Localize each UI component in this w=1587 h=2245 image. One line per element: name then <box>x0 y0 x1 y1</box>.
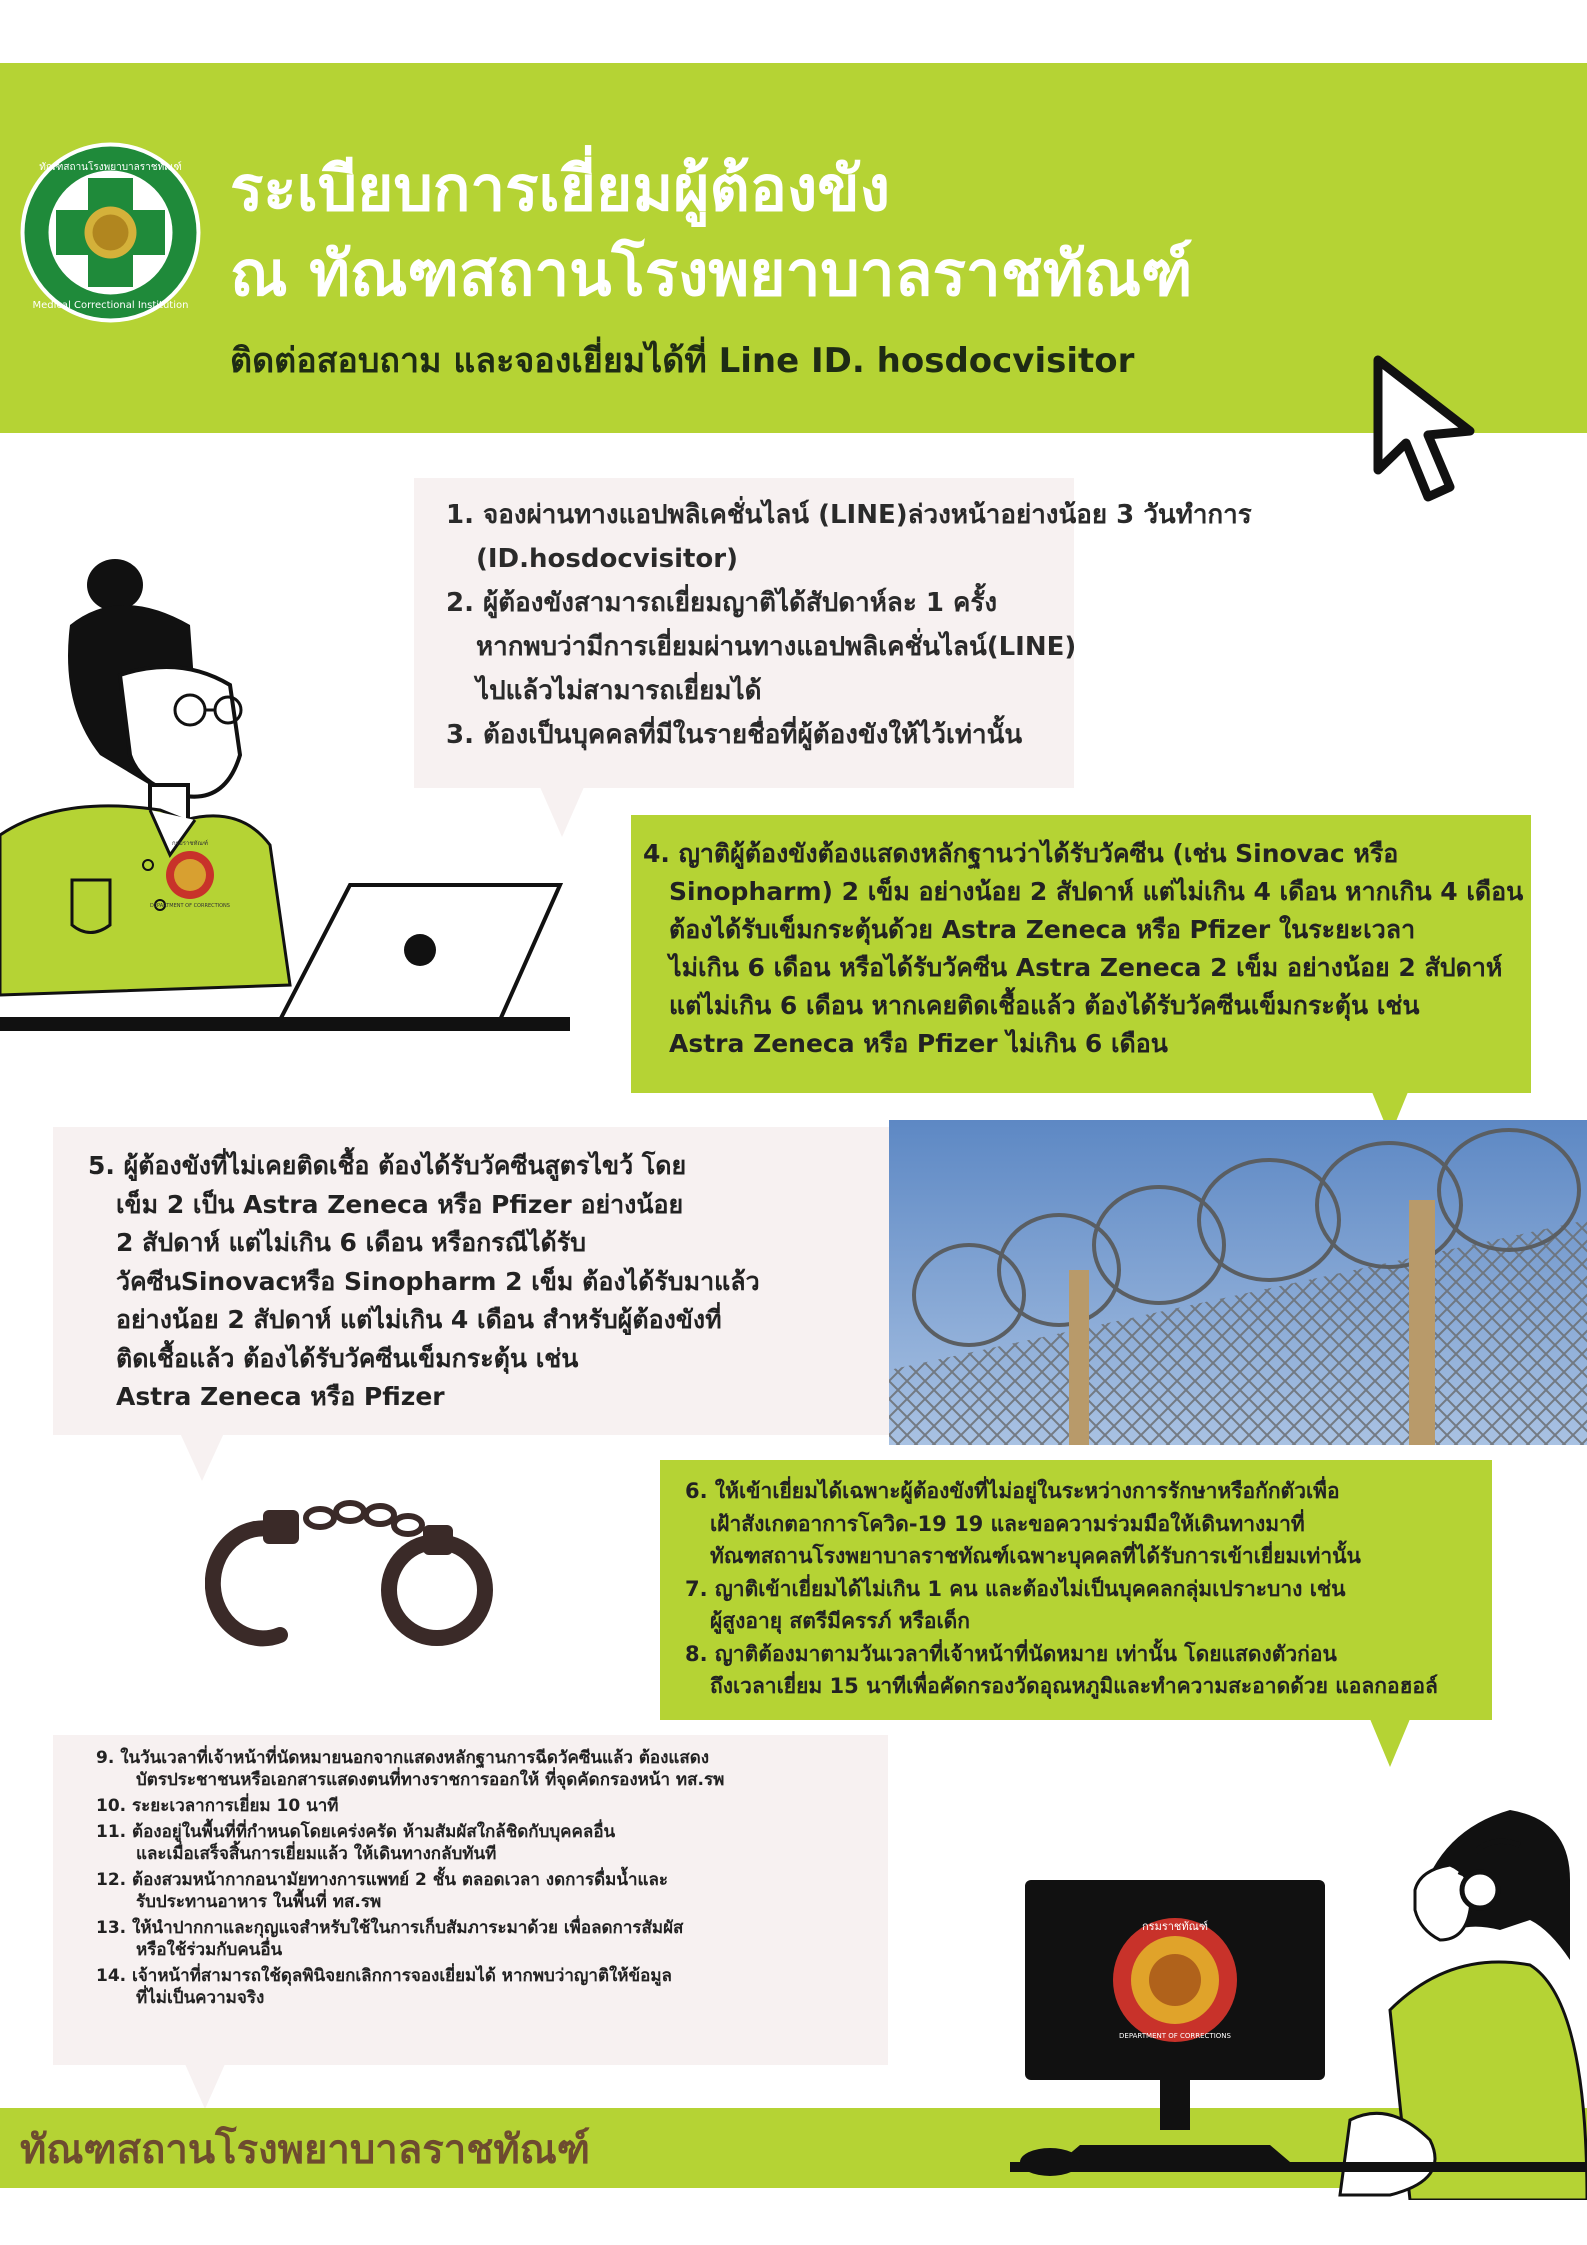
operator-with-headset-illustration <box>1010 1800 1587 2200</box>
rules-box-5 <box>53 1735 888 2065</box>
footer-institution-name: ทัณฑสถานโรงพยาบาลราชทัณฑ์ <box>20 2127 591 2173</box>
rule-3: 3. ต้องเป็นบุคคลที่มีในรายชื่อที่ผู้ต้องขังให้ไว้เท่านั้น <box>446 720 1023 750</box>
institution-logo-icon <box>18 140 203 325</box>
rule-6-line3: ทัณฑสถานโรงพยาบาลราชทัณฑ์เฉพาะบุคคลที่ได้รับการเข้าเยี่ยมเท่านั้น <box>710 1544 1361 1568</box>
rule-12-line1: 12. ต้องสวมหน้ากากอนามัยทางการแพทย์ 2 ชั้น ตลอดเวลา งดการดื่มน้ำและ <box>96 1870 669 1890</box>
rule-4-line4: ไม่เกิน 6 เดือน หรือได้รับวัคซีน Astra Zeneca 2 เข็ม อย่างน้อย 2 สัปดาห์ <box>669 953 1503 982</box>
rule-8-line1: 8. ญาติต้องมาตามวันเวลาที่เจ้าหน้าที่นัดหมาย เท่านั้น โดยแสดงตัวก่อน <box>685 1641 1337 1666</box>
rule-6-line1: 6. ให้เข้าเยี่ยมได้เฉพาะผู้ต้องขังที่ไม่อยู่ในระหว่างการรักษาหรือกักตัวเพื่อ <box>685 1479 1340 1503</box>
rule-4-line6: Astra Zeneca หรือ Pfizer ไม่เกิน 6 เดือน <box>669 1029 1168 1058</box>
svg-text:Medical Correctional Instituti: Medical Correctional Institution <box>32 300 189 311</box>
speech-tail-5 <box>185 2064 225 2109</box>
rule-1-line2: (ID.hosdocvisitor) <box>476 544 738 574</box>
rule-14-line1: 14. เจ้าหน้าที่สามารถใช้ดุลพินิจยกเลิกการจองเยี่ยมได้ หากพบว่าญาติให้ข้อมูล <box>96 1966 672 1986</box>
rule-13-line1: 13. ให้นำปากกาและกุญแจสำหรับใช้ในการเก็บสัมภาระมาด้วย เพื่อลดการสัมผัส <box>96 1918 684 1938</box>
svg-text:กรมราชทัณฑ์: กรมราชทัณฑ์ <box>172 840 208 847</box>
rule-9-line2: บัตรประชาชนหรือเอกสารแสดงตนที่ทางราชการออกให้ ที่จุดคัดกรองหน้า ทส.รพ <box>136 1770 725 1790</box>
rules-box-1 <box>414 478 1252 788</box>
rule-5-line4: วัคซีนSinovacหรือ Sinopharm 2 เข็ม ต้องได้รับมาแล้ว <box>116 1266 760 1296</box>
rule-4-line2: Sinopharm) 2 เข็ม อย่างน้อย 2 สัปดาห์ แต่ไม่เกิน 4 เดือน หากเกิน 4 เดือน <box>669 877 1524 906</box>
rule-11-line1: 11. ต้องอยู่ในพื้นที่ที่กำหนดโดยเคร่งครัด ห้ามสัมผัสใกล้ชิดกับบุคคลอื่น <box>96 1822 616 1842</box>
rule-9-line1: 9. ในวันเวลาที่เจ้าหน้าที่นัดหมายนอกจากแสดงหลักฐานการฉีดวัคซีนแล้ว ต้องแสดง <box>96 1748 710 1768</box>
rule-5-line6: ติดเชื้อแล้ว ต้องได้รับวัคซีนเข็มกระตุ้น เช่น <box>116 1343 579 1373</box>
contact-subtitle: ติดต่อสอบถาม และจองเยี่ยมได้ที่ Line ID. hosdocvisitor <box>230 341 1135 381</box>
rules-box-4 <box>660 1460 1492 1720</box>
rule-7-line2: ผู้สูงอายุ สตรีมีครรภ์ หรือเด็ก <box>710 1609 970 1633</box>
rule-1-line1: 1. จองผ่านทางแอปพลิเคชั่นไลน์ (LINE)ล่วงหน้าอย่างน้อย 3 วันทำการ <box>446 500 1252 530</box>
rule-7-line1: 7. ญาติเข้าเยี่ยมได้ไม่เกิน 1 คน และต้องไม่เป็นบุคคลกลุ่มเปราะบาง เช่น <box>685 1576 1346 1601</box>
rule-10: 10. ระยะเวลาการเยี่ยม 10 นาที <box>96 1796 339 1816</box>
svg-text:DEPARTMENT OF CORRECTIONS: DEPARTMENT OF CORRECTIONS <box>150 903 230 909</box>
rule-12-line2: รับประทานอาหาร ในพื้นที่ ทส.รพ <box>136 1892 382 1912</box>
speech-tail-4 <box>1370 1719 1410 1767</box>
rule-14-line2: ที่ไม่เป็นความจริง <box>136 1988 265 2008</box>
rule-6-line2: เฝ้าสังเกตอาการโควิด-19 19 และขอความร่วมมือให้เดินทางมาที่ <box>710 1511 1305 1536</box>
svg-text:ทัณฑสถานโรงพยาบาลราชทัณฑ์: ทัณฑสถานโรงพยาบาลราชทัณฑ์ <box>39 162 182 173</box>
svg-text:กรมราชทัณฑ์: กรมราชทัณฑ์ <box>1142 1920 1208 1933</box>
rule-5-line7: Astra Zeneca หรือ Pfizer <box>116 1382 445 1411</box>
rule-5-line3: 2 สัปดาห์ แต่ไม่เกิน 6 เดือน หรือกรณีได้รับ <box>116 1228 587 1257</box>
mouse-pointer-icon <box>1370 355 1490 515</box>
rule-2-line3: ไปแล้วไม่สามารถเยี่ยมได้ <box>476 676 762 706</box>
svg-text:DEPARTMENT OF CORRECTIONS: DEPARTMENT OF CORRECTIONS <box>1119 2032 1231 2040</box>
rule-13-line2: หรือใช้ร่วมกับคนอื่น <box>136 1940 283 1960</box>
rule-4-line5: แต่ไม่เกิน 6 เดือน หากเคยติดเชื้อแล้ว ต้องได้รับวัคซีนเข็มกระตุ้น เช่น <box>669 991 1420 1020</box>
rule-4-line3: ต้องได้รับเข็มกระตุ้นด้วย Astra Zeneca หรือ Pfizer ในระยะเวลา <box>669 915 1416 944</box>
rule-4-line1: 4. ญาติผู้ต้องขังต้องแสดงหลักฐานว่าได้รับวัคซีน (เช่น Sinovac หรือ <box>643 839 1399 868</box>
rule-11-line2: และเมื่อเสร็จสิ้นการเยี่ยมแล้ว ให้เดินทางกลับทันที <box>136 1844 497 1864</box>
rules-box-3 <box>53 1127 899 1435</box>
rule-5-line2: เข็ม 2 เป็น Astra Zeneca หรือ Pfizer อย่างน้อย <box>116 1189 684 1219</box>
rule-5-line5: อย่างน้อย 2 สัปดาห์ แต่ไม่เกิน 4 เดือน สำหรับผู้ต้องขังที่ <box>116 1305 722 1334</box>
razor-wire-fence-photo <box>889 1120 1587 1445</box>
rule-8-line2: ถึงเวลาเยี่ยม 15 นาทีเพื่อคัดกรองวัดอุณหภูมิและทำความสะอาดด้วย แอลกอฮอล์ <box>710 1674 1438 1698</box>
handcuffs-icon <box>205 1470 505 1670</box>
speech-tail-1 <box>540 787 584 837</box>
rule-2-line2: หากพบว่ามีการเยี่ยมผ่านทางแอปพลิเคชั่นไลน์(LINE) <box>476 632 1077 662</box>
page-title-line2: ณ ทัณฑสถานโรงพยาบาลราชทัณฑ์ <box>230 237 1193 310</box>
rule-5-line1: 5. ผู้ต้องขังที่ไม่เคยติดเชื้อ ต้องได้รับวัคซีนสูตรไขว้ โดย <box>88 1151 687 1180</box>
rule-2-line1: 2. ผู้ต้องขังสามารถเยี่ยมญาติได้สัปดาห์ละ 1 ครั้ง <box>446 588 998 618</box>
page-title-line1: ระเบียบการเยี่ยมผู้ต้องขัง <box>230 152 890 225</box>
rules-box-2 <box>631 815 1531 1093</box>
